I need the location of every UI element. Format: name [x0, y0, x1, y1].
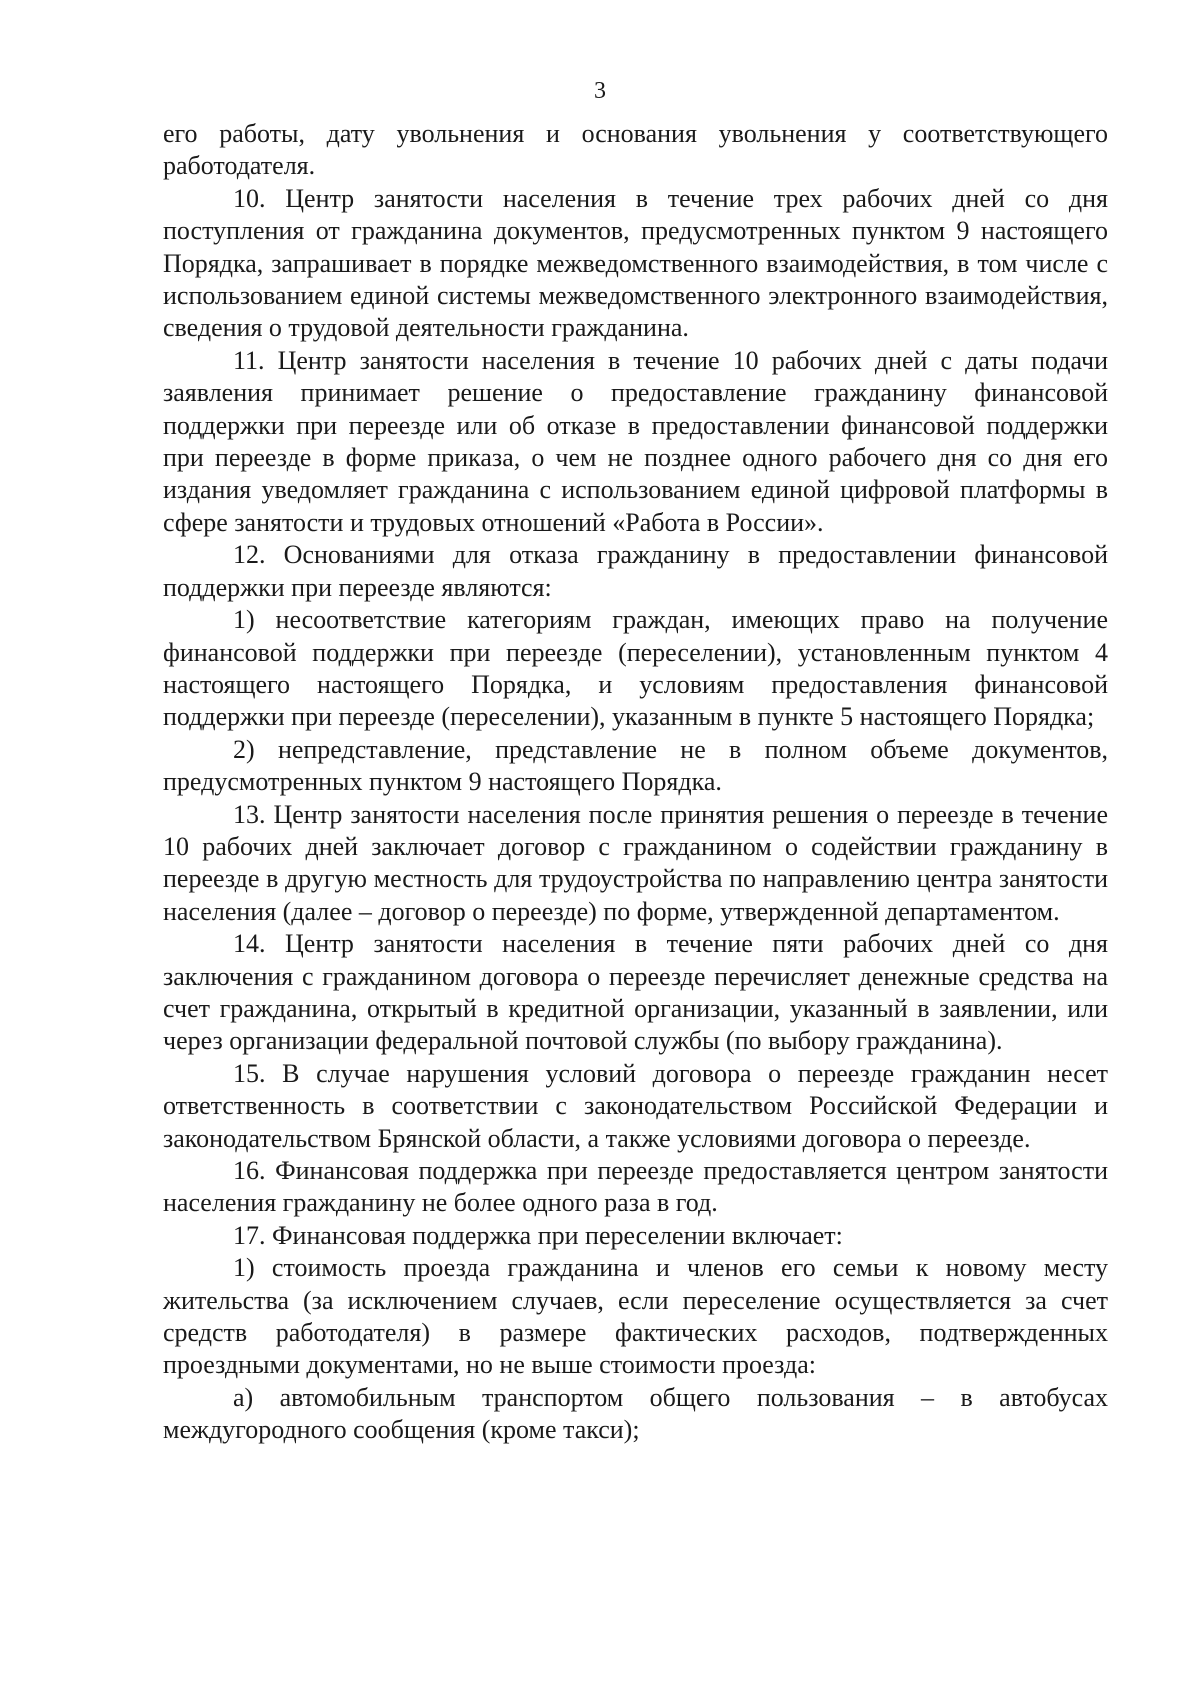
paragraph: 1) стоимость проезда гражданина и членов его семьи к новому месту жительства (за исключением случаев, если переселение осуществляется за счет средств работодателя) в размере фактических расходов, подтвержденных проездными документами, но не выше стоимости проезда: — [163, 1253, 1108, 1380]
paragraph: а) автомобильным транспортом общего пользования – в автобусах междугородного сообщения (кроме такси); — [163, 1382, 1108, 1445]
paragraph: 11. Центр занятости населения в течение 10 рабочих дней с даты подачи заявления принимает решение о предоставление гражданину финансовой поддержки при переезде или об отказе в предоставлении финансовой поддержки при переезде в форме приказа, о чем не позднее одного рабочего дня со дня его издания уведомляет гражданина с использованием единой цифровой платформы в сфере занятости и трудовых отношений «Работа в России». — [163, 345, 1108, 537]
paragraph: 12. Основаниями для отказа гражданину в предоставлении финансовой поддержки при переезде являются: — [163, 540, 1108, 602]
paragraph: 2) непредставление, представление не в полном объеме документов, предусмотренных пунктом 9 настоящего Порядка. — [163, 734, 1108, 797]
page-number: 3 — [594, 78, 606, 104]
document-body — [163, 118, 1108, 1447]
paragraph: 14. Центр занятости населения в течение пяти рабочих дней со дня заключения с гражданином договора о переезде перечисляет денежные средства на счет гражданина, открытый в кредитной организации, указанный в заявлении, или через организации федеральной почтовой службы (по выбору гражданина). — [163, 929, 1108, 1056]
paragraph: 1) несоответствие категориям граждан, имеющих право на получение финансовой поддержки при переезде (переселении), установленным пунктом 4 настоящего настоящего Порядка, и условиям предоставления финансовой поддержки при переезде (переселении), указанным в пункте 5 настоящего Порядка; — [163, 605, 1108, 732]
paragraph: 17. Финансовая поддержка при переселении включает: — [233, 1220, 843, 1250]
paragraph: 15. В случае нарушения условий договора о переезде гражданин несет ответственность в соответствии с законодательством Российской Федерации и законодательством Брянской области, а также условиями договора о переезде. — [163, 1058, 1108, 1153]
paragraph: 13. Центр занятости населения после принятия решения о переезде в течение 10 рабочих дней заключает договор с гражданином о содействии гражданину в переезде в другую местность для трудоустройства по направлению центра занятости населения (далее – договор о переезде) по форме, утвержденной департаментом. — [163, 799, 1108, 926]
paragraph: 16. Финансовая поддержка при переезде предоставляется центром занятости населения гражданину не более одного раза в год. — [163, 1156, 1108, 1218]
paragraph: 10. Центр занятости населения в течение трех рабочих дней со дня поступления от гражданина документов, предусмотренных пунктом 9 настоящего Порядка, запрашивает в порядке межведомственного взаимодействия, в том числе с использованием единой системы межведомственного электронного взаимодействия, сведения о трудовой деятельности гражданина. — [163, 183, 1108, 343]
paragraph: его работы, дату увольнения и основания увольнения у соответствующего работодателя. — [163, 119, 1108, 181]
